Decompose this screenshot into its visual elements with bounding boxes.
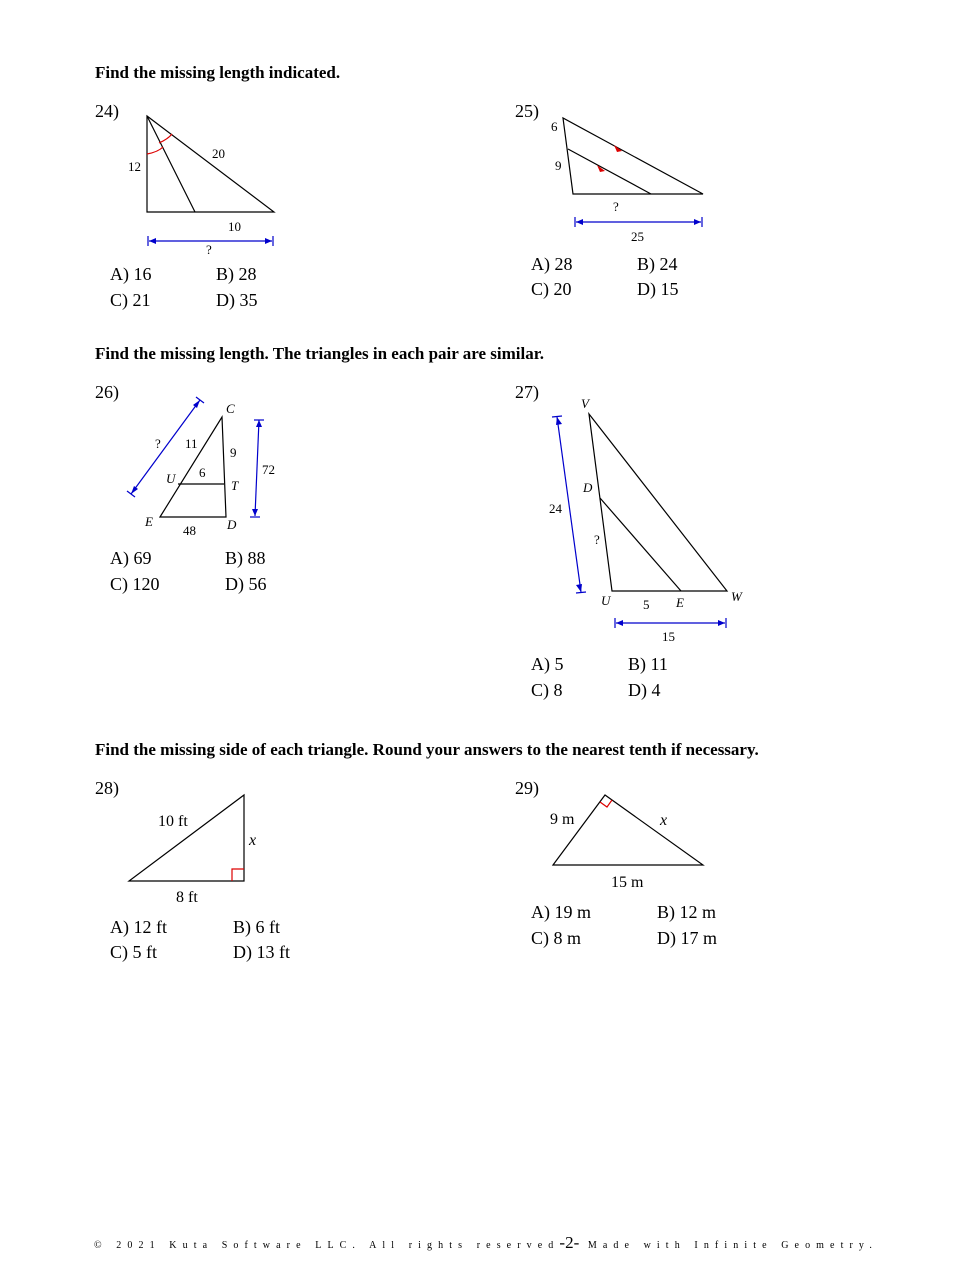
problem-27-number: 27): [515, 382, 539, 402]
vertex-27-D: D: [583, 480, 593, 495]
choice-27-c: C) 8: [531, 680, 563, 700]
label-26-ut: 6: [199, 465, 206, 480]
section-heading-2: Find the missing length. The triangles in each pair are similar.: [95, 344, 544, 363]
label-24-base: 10: [228, 219, 241, 234]
choice-28-d: D) 13 ft: [233, 942, 290, 962]
label-26-ed: 48: [183, 523, 196, 538]
label-25-top: 6: [551, 119, 558, 134]
footer-copyright: © 2021 Kuta Software LLC. All rights reserved: [94, 1240, 560, 1251]
label-24-hyp: 20: [212, 146, 225, 161]
choice-25-d: D) 15: [637, 279, 679, 299]
label-25-q: ?: [613, 199, 619, 214]
label-29-base: 15 m: [611, 874, 644, 891]
label-27-ue: 5: [643, 597, 650, 612]
choice-28-a: A) 12 ft: [110, 917, 167, 937]
choice-29-b: B) 12 m: [657, 902, 717, 922]
label-29-x: x: [660, 812, 668, 829]
choice-24-a: A) 16: [110, 264, 152, 284]
label-26-cu: 11: [185, 436, 198, 451]
problem-26-number: 26): [95, 382, 119, 402]
label-28-base: 8 ft: [176, 889, 198, 906]
footer-made-with: Made with Infinite Geometry.: [587, 1240, 878, 1251]
choice-25-c: C) 20: [531, 279, 572, 299]
footer: [94, 1233, 878, 1253]
choice-26-c: C) 120: [110, 574, 160, 594]
label-28-hyp: 10 ft: [158, 813, 188, 830]
problem-28-number: 28): [95, 778, 119, 798]
section-heading-3: Find the missing side of each triangle. Round your answers to the nearest tenth if necessary.: [95, 740, 759, 759]
problem-25-number: 25): [515, 101, 539, 121]
problem-24-number: 24): [95, 101, 119, 121]
choice-25-a: A) 28: [531, 254, 573, 274]
label-26-ct: 9: [230, 445, 237, 460]
vertex-26-D: D: [227, 517, 237, 532]
label-24-left: 12: [128, 159, 141, 174]
choice-27-d: D) 4: [628, 680, 661, 700]
label-25-dim: 25: [631, 229, 644, 244]
section-heading-1: Find the missing length indicated.: [95, 63, 341, 82]
label-26-dim: 72: [262, 462, 275, 477]
vertex-27-U: U: [601, 593, 611, 608]
label-27-q: ?: [594, 532, 600, 547]
choice-24-b: B) 28: [216, 264, 257, 284]
vertex-26-T: T: [231, 478, 239, 493]
label-28-x: x: [249, 832, 257, 849]
right-angle-mark-29: [600, 800, 612, 807]
choice-28-c: C) 5 ft: [110, 942, 157, 962]
label-29-left: 9 m: [550, 811, 575, 828]
vertex-27-V: V: [581, 396, 589, 411]
choice-27-a: A) 5: [531, 654, 564, 674]
label-24-dim: ?: [206, 242, 212, 257]
label-27-dim-left: 24: [549, 501, 562, 516]
choice-26-a: A) 69: [110, 548, 152, 568]
choice-24-c: C) 21: [110, 290, 151, 310]
vertex-27-W: W: [731, 589, 742, 604]
vertex-26-C: C: [226, 401, 235, 416]
label-27-dim-bottom: 15: [662, 629, 675, 644]
choice-29-d: D) 17 m: [657, 928, 717, 948]
choice-29-c: C) 8 m: [531, 928, 582, 948]
label-25-mid: 9: [555, 158, 562, 173]
label-26-q: ?: [155, 436, 161, 451]
choice-29-a: A) 19 m: [531, 902, 591, 922]
vertex-26-U: U: [166, 471, 176, 486]
page-number: -2-: [559, 1233, 580, 1252]
choice-28-b: B) 6 ft: [233, 917, 280, 937]
choice-26-b: B) 88: [225, 548, 266, 568]
choice-27-b: B) 11: [628, 654, 668, 674]
choice-24-d: D) 35: [216, 290, 258, 310]
vertex-26-E: E: [145, 514, 153, 529]
problem-29-number: 29): [515, 778, 539, 798]
triangle-29: [553, 795, 703, 865]
choice-25-b: B) 24: [637, 254, 678, 274]
vertex-27-E: E: [676, 595, 684, 610]
choice-26-d: D) 56: [225, 574, 267, 594]
